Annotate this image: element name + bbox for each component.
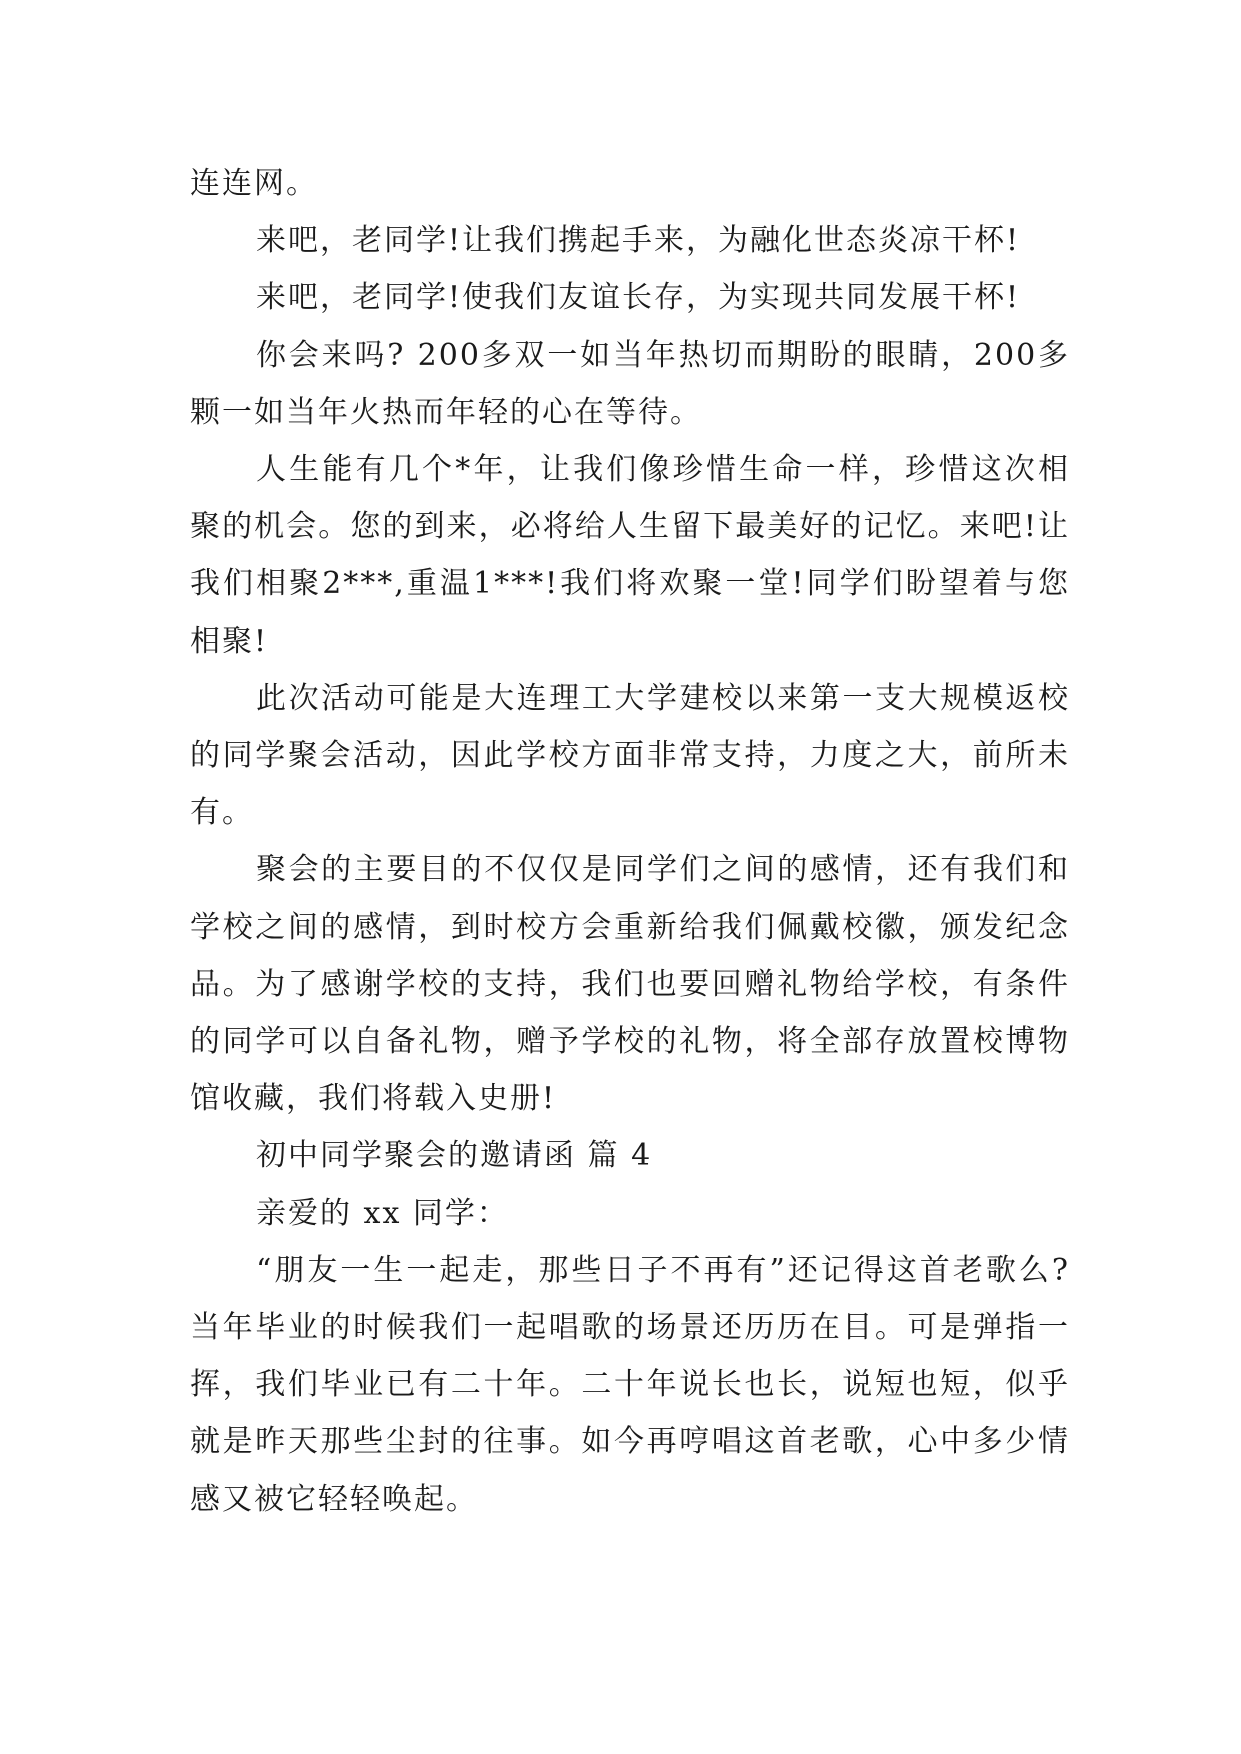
salutation: 亲爱的 xx 同学：	[256, 1195, 509, 1231]
paragraph-activity: 此次活动可能是大连理工大学建校以来第一支大规模返校的同学聚会活动，因此学校方面非常支持，力度之大，前所未有。	[190, 680, 1070, 831]
paragraph-continuation: 连连网。	[190, 166, 318, 201]
paragraph-toast-1: 来吧，老同学!让我们携起手来，为融化世态炎凉干杯!	[256, 223, 1021, 259]
section-heading: 初中同学聚会的邀请函 篇 4	[256, 1138, 653, 1174]
paragraph-question: 你会来吗? 200多双一如当年热切而期盼的眼睛，200多颗一如当年火热而年轻的心在等待。	[190, 337, 1070, 430]
paragraph-song: “朋友一生一起走，那些日子不再有”还记得这首老歌么?当年毕业的时候我们一起唱歌的场景还历历在目。可是弹指一挥，我们毕业已有二十年。二十年说长也长，说短也短，似乎就是昨天那些尘封的往事。如今再哼唱这首老歌，心中多少情感又被它轻轻唤起。	[190, 1252, 1070, 1517]
paragraph-reunion: 人生能有几个*年，让我们像珍惜生命一样，珍惜这次相聚的机会。您的到来，必将给人生留下最美好的记忆。来吧!让我们相聚2***,重温1***!我们将欢聚一堂!同学们盼望着与您相聚!	[190, 452, 1070, 659]
paragraph-purpose: 聚会的主要目的不仅仅是同学们之间的感情，还有我们和学校之间的感情，到时校方会重新给我们佩戴校徽，颁发纪念品。为了感谢学校的支持，我们也要回赠礼物给学校，有条件的同学可以自备礼物，赠予学校的礼物，将全部存放置校博物馆收藏，我们将载入史册!	[190, 852, 1070, 1117]
paragraph-toast-2: 来吧，老同学!使我们友谊长存，为实现共同发展干杯!	[256, 280, 1021, 316]
document-body	[190, 155, 1070, 1528]
